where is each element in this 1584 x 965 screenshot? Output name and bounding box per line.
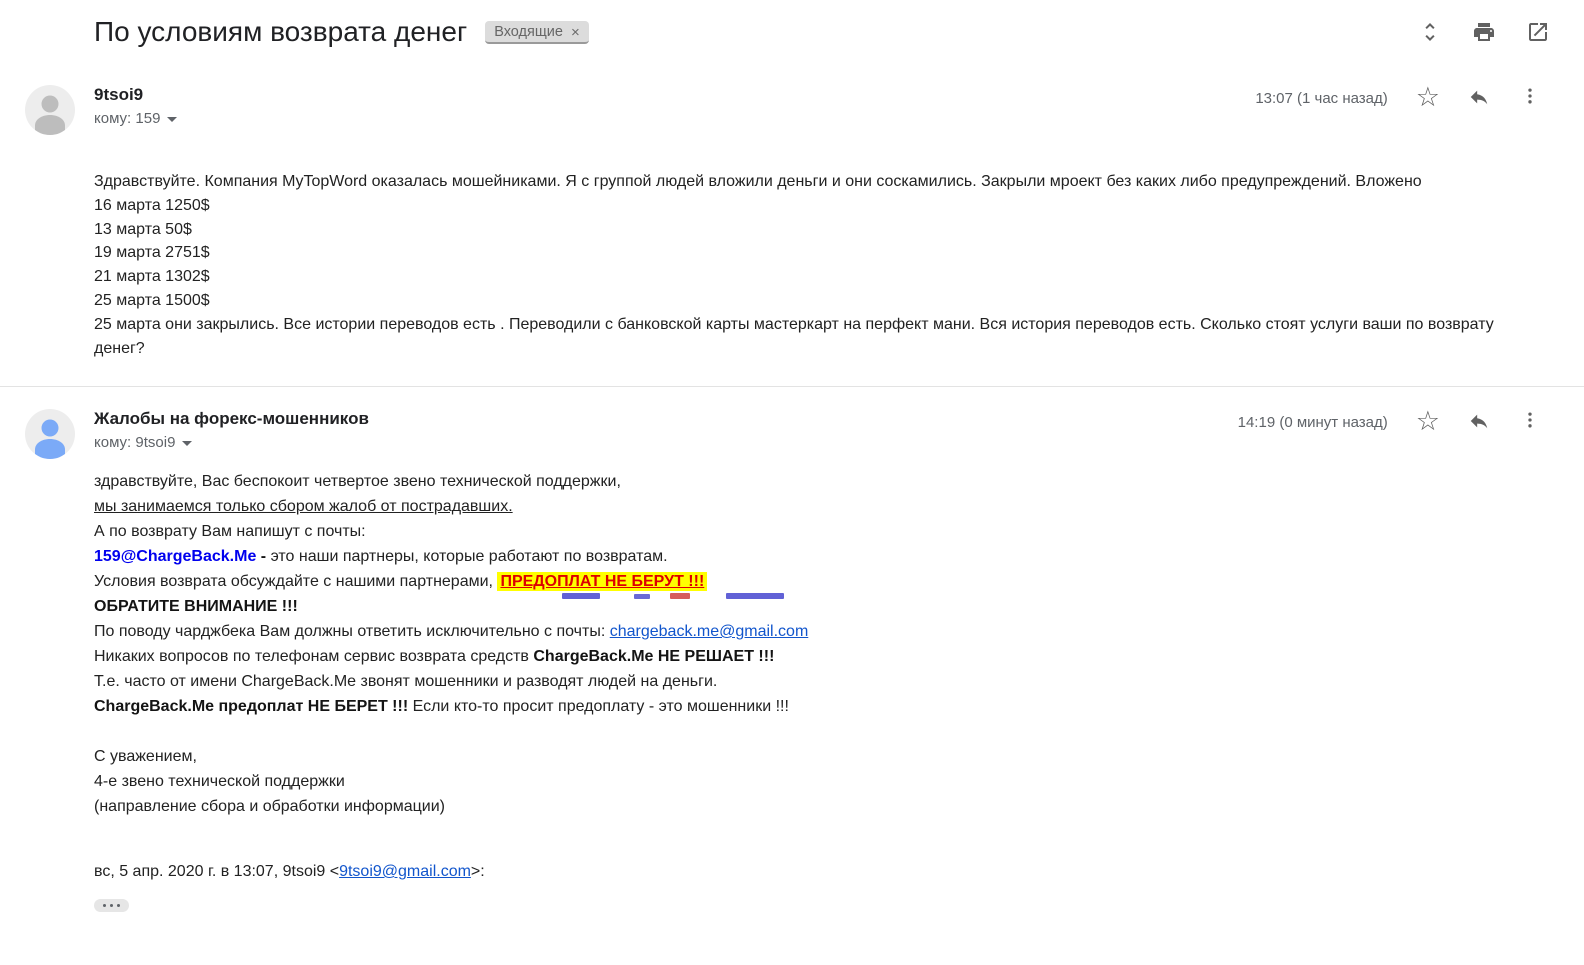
text-segment: (направление сбора и обработки информации): [94, 798, 445, 815]
text-segment: ChargeBack.Me НЕ РЕШАЕТ !!!: [533, 648, 775, 665]
sender-name: Жалобы на форекс-мошенников: [94, 409, 369, 428]
text-segment: ПРЕДОПЛАТ НЕ БЕРУТ !!!: [497, 572, 707, 591]
body-line: [94, 794, 808, 819]
text-segment: 4-е звено технической поддержки: [94, 773, 345, 790]
text-segment: Условия возврата обсуждайте с нашими партнерами,: [94, 573, 498, 590]
text-segment: Т.е. часто от имени ChargeBack.Me звонят мошенники и разводят людей на деньги.: [94, 673, 718, 690]
text-segment: 25 марта 1500$: [94, 291, 210, 309]
thread-toolbar: [1418, 20, 1550, 44]
email-link[interactable]: 9tsoi9@gmail.com: [339, 863, 471, 880]
body-line: [94, 569, 808, 594]
chevron-down-icon: [182, 441, 192, 446]
expand-all-button[interactable]: [1418, 20, 1442, 44]
text-segment: С уважением,: [94, 748, 197, 765]
body-line: [94, 644, 808, 669]
text-segment: 13 марта 50$: [94, 220, 192, 238]
open-in-new-window-button[interactable]: [1526, 20, 1550, 44]
text-segment: Если кто-то просит предоплату - это мошенники !!!: [408, 698, 789, 715]
subject-row: [94, 14, 589, 50]
sender-name: 9tsoi9: [94, 85, 144, 104]
person-icon: [25, 122, 75, 135]
body-line: [94, 694, 808, 719]
text-segment: >:: [470, 863, 485, 880]
label-chip-inbox[interactable]: [485, 21, 589, 44]
body-line: [94, 669, 808, 694]
unfold-icon: [1418, 20, 1442, 44]
body-line: [94, 519, 808, 544]
body-line: [94, 544, 808, 569]
recipient-details-trigger[interactable]: [94, 434, 369, 451]
sender-avatar[interactable]: [25, 85, 75, 135]
body-line: [94, 241, 1494, 265]
message-timestamp: 14:19 (0 минут назад): [1237, 413, 1388, 431]
message-body: [94, 170, 1494, 360]
body-line: [94, 170, 1494, 194]
open-in-new-icon: [1526, 20, 1550, 44]
message-timestamp: 13:07 (1 час назад): [1255, 89, 1388, 107]
text-segment: А по возврату Вам напишут с почты:: [94, 523, 366, 540]
text-segment: денег?: [94, 339, 145, 357]
thread-subject: По условиям возврата денег: [94, 16, 468, 47]
text-segment: 16 марта 1250$: [94, 196, 210, 214]
reply-button[interactable]: [1468, 86, 1492, 110]
body-line: [94, 494, 808, 519]
recipient-details-trigger[interactable]: [94, 110, 177, 127]
text-segment: здравствуйте, Вас беспокоит четвертое звено технической поддержки,: [94, 473, 621, 490]
body-line: [94, 863, 485, 881]
obscured-text-fragments: [556, 592, 801, 601]
body-line: [94, 337, 1494, 361]
reply-icon: [1468, 410, 1492, 432]
text-segment: это наши партнеры, которые работают по возвратам.: [270, 548, 668, 565]
body-line: [94, 744, 808, 769]
text-segment: 21 марта 1302$: [94, 268, 210, 286]
to-label: кому: 159: [94, 110, 161, 127]
show-trimmed-content-button[interactable]: [94, 899, 129, 912]
message-body: [94, 469, 808, 819]
body-line: [94, 265, 1494, 289]
body-line: [94, 289, 1494, 313]
text-segment: 25 марта они закрылись. Все истории переводов есть . Переводили с банковской карты мастеркарт на перфект мани. Вся история переводов есть. Сколько стоят услуги ваши по возврату: [94, 315, 1494, 333]
label-remove-icon[interactable]: ×: [570, 23, 580, 41]
more-vert-icon: [1520, 86, 1544, 106]
reply-button[interactable]: [1468, 410, 1492, 434]
text-segment: ChargeBack.Me предоплат НЕ БЕРЕТ !!!: [94, 698, 409, 715]
person-icon: [25, 446, 75, 459]
text-segment: Здравствуйте. Компания MyTopWord оказалась мошейниками. Я с группой людей вложили деньги и они соскамились. Закрыли мроект без каких либо предупреждений. Вложено: [94, 173, 1422, 190]
message-divider: [0, 386, 1584, 387]
text-segment: 19 марта 2751$: [94, 244, 210, 262]
print-button[interactable]: [1472, 20, 1496, 44]
ellipsis-dot: [117, 904, 121, 908]
body-line: [94, 218, 1494, 242]
text-segment: Никаких вопросов по телефонам сервис возврата средств: [94, 648, 534, 665]
body-line: [94, 769, 808, 794]
reply-icon: [1468, 86, 1492, 108]
star-button[interactable]: ☆: [1415, 82, 1440, 113]
text-segment: -: [256, 548, 271, 565]
text-segment: По поводу чарджбека Вам должны ответить исключительно с почты:: [94, 623, 610, 640]
body-line: [94, 194, 1494, 218]
body-line: [94, 469, 808, 494]
sender-avatar[interactable]: [25, 409, 75, 459]
text-segment: мы занимаемся только сбором жалоб от пострадавших.: [94, 498, 513, 515]
more-options-button[interactable]: [1520, 86, 1544, 110]
text-segment: ОБРАТИТЕ ВНИМАНИЕ !!!: [94, 598, 298, 615]
message-header: [94, 409, 369, 451]
chevron-down-icon: [167, 117, 177, 122]
body-line: [94, 719, 808, 744]
text-segment: вс, 5 апр. 2020 г. в 13:07, 9tsoi9 <: [94, 863, 340, 880]
ellipsis-dot: [110, 904, 114, 908]
email-link[interactable]: chargeback.me@gmail.com: [609, 623, 809, 640]
label-text: Входящие: [494, 24, 563, 40]
quoted-reply-attribution: [94, 863, 485, 881]
ellipsis-dot: [103, 904, 107, 908]
message-actions: [1255, 82, 1544, 113]
printer-icon: [1472, 20, 1496, 44]
email-link[interactable]: 159@ChargeBack.Me: [94, 548, 257, 565]
message-actions: [1237, 406, 1544, 437]
more-vert-icon: [1520, 410, 1544, 430]
body-line: [94, 313, 1494, 337]
star-button[interactable]: ☆: [1415, 406, 1440, 437]
body-line: [94, 619, 808, 644]
to-label: кому: 9tsoi9: [94, 434, 176, 451]
message-header: [94, 85, 177, 127]
more-options-button[interactable]: [1520, 410, 1544, 434]
